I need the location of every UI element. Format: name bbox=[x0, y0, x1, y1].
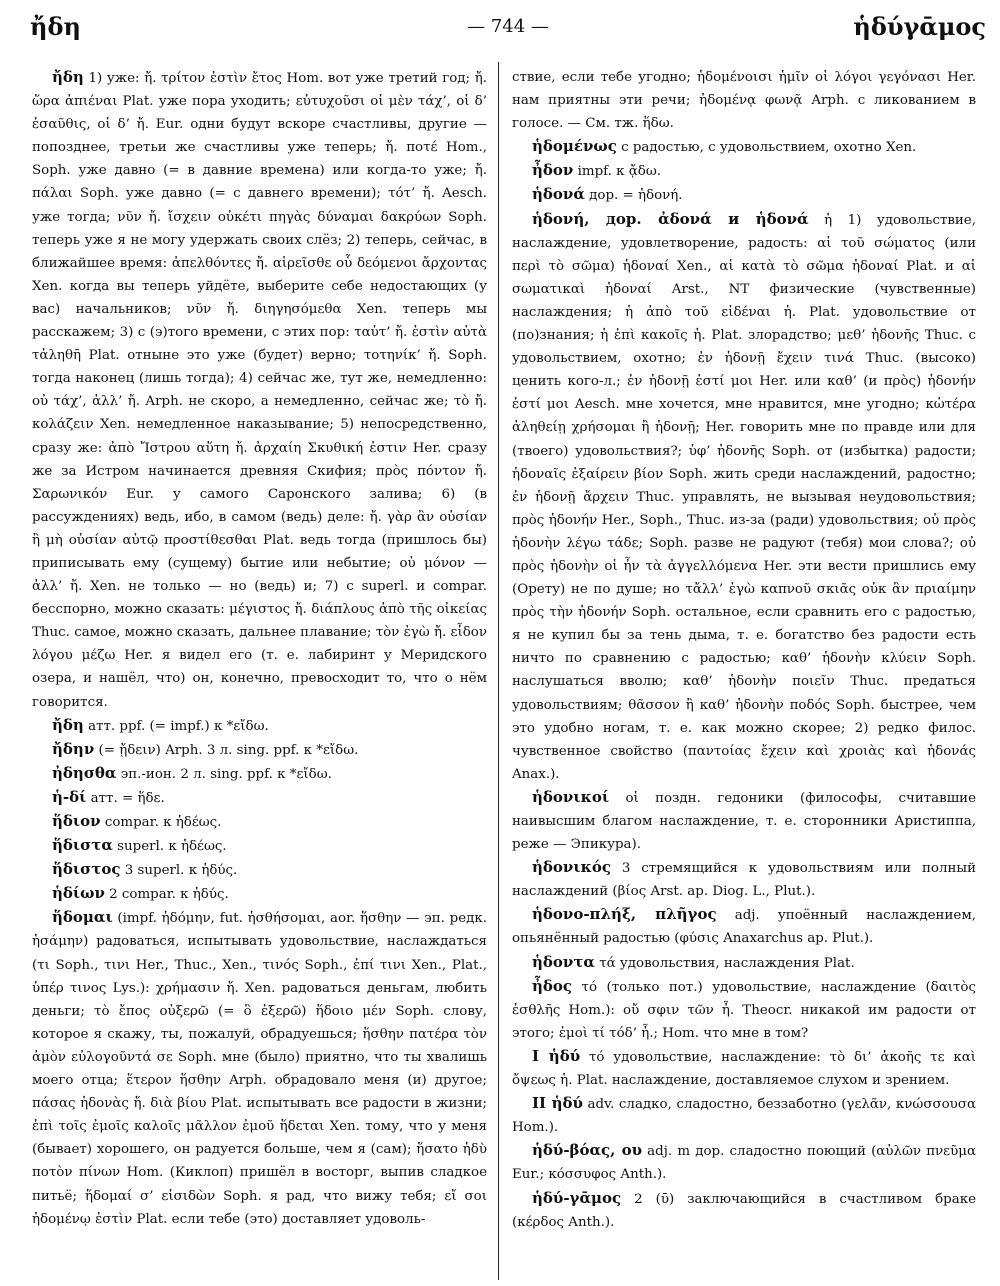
entry-definition: adj. m дор. сладостно поющий (αὐλῶν πνεῦμα Eur.; κόσσυφος Anth.). bbox=[512, 1144, 976, 1183]
entry-headword: ἡ-δί bbox=[52, 787, 87, 806]
left-running-headword: ἤδη bbox=[30, 12, 81, 41]
right-column bbox=[512, 66, 976, 1278]
entry-definition: атт. ppf. (= impf.) к *εἴδω. bbox=[83, 718, 269, 734]
dictionary-entry bbox=[512, 66, 976, 135]
entry-headword: ἠδησθα bbox=[52, 763, 117, 782]
entry-headword: ἥδιστα bbox=[52, 836, 113, 855]
entry-definition: 2 compar. к ἡδύς. bbox=[104, 887, 229, 903]
entry-definition: 1) уже: ἤ. τρίτον ἐστὶν ἔτος Hom. вот уже третий год; ἤ. ὥρα ἀπιέναι Plat. уже пора уходить; εὐτυχοῦσι οἱ μὲν τάχ’, οἱ δ’ ἐσαῦθις, οἱ δ’ ἤ. Eur. одни будут вскоре счастливы, другие — попозднее, третьи же счастливы уже теперь; ἤ. ποτέ Hom., Soph. уже давно (= в давние времена) или когда-то уже; ἤ. πάλαι Soph. уже давно (= с давнего времени); τότ’ ἤ. Aesch. уже тогда; νῦν ἤ. ἴσχειν οὐκέτι πηγὰς δύναμαι δακρύων Soph. теперь уже я не могу удержать своих слёз; 2) теперь, сейчас, в ближайшее время: ἀπελθόντες ἤ. αἱρεῖσθε οὗ δεόμενοι ἄρχοντας Xen. когда вы теперь уйдёте, выберите себе недостающих (у вас) начальников; νῦν ἤ. διηγησόμεθα Xen. теперь мы расскажем; 3) с (э)того времени, с этих пор: ταὐτ’ ἤ. ἐστὶν αὐτὰ τἀληθῆ Plat. отныне это уже (будет) верно; τοτηνίκ’ ἤ. Soph. тогда наконец (лишь тогда); 4) сейчас же, тут же, немедленно: οὐ τάχ’, ἀλλ’ ἤ. Arph. не скоро, а немедленно, сейчас же; τὸ ἤ. κολάζειν Xen. немедленное наказывание; 5) непосредственно, сразу же: ἀπὸ Ἴστρου αὕτη ἤ. ἀρχαίη Σκυθική ἐστιν Her. сразу же за Истром начинается древняя Скифия; πρὸς πόντον ἤ. Σαρωνικόν Eur. у самого Саронского залива; 6) (в рассуждениях) ведь, ибо, в самом (ведь) деле: ἤ. γὰρ ἂν οὐσίαν ἢ μὴ οὐσίαν αὐτῷ προστίθεσθαι Plat. ведь тогда (пришлось бы) приписывать ему (сущему) бытие или небытие; οὐ μόνον — ἀλλ’ ἤ. Xen. не только — но (ведь) и; 7) с superl. и compar. бесспорно, можно сказать: μέγιστος ἤ. διάπλους ἀπὸ τῆς οἰκείας Thuc. самое, можно сказать, дальнее плавание; τὸν ἐγὼ ἤ. εἶδον λόγου μέζω Her. я видел его (т. е. лабиринт у Меридского озера, и нашёл, что) он, конечно, превосходит то, что о нём говорится. bbox=[32, 71, 487, 710]
entry-definition: τά удовольствия, наслаждения Plat. bbox=[594, 955, 855, 971]
entry-definition: (impf. ἡδόμην, fut. ἡσθήσομαι, aor. ἥσθην — эп. редк. ἡσάμην) радоваться, испытывать удовольствие, наслаждаться (τι Soph., τινι Her., Thuc., Xen., τινός Soph., ἐπί τινι Xen., Plat., ὑπέρ τινος Lys.): χρήμασιν ἤ. Xen. радоваться деньгам, любить деньги; τὸ ἔπος οὐξερῶ (= ὃ ἐξερῶ) ἥδοιο μέν Soph. слову, которое я скажу, ты, пожалуй, обрадуешься; ἥσθην πατέρα τὸν ἀμὸν εὐλογοῦντά σε Soph. мне (было) приятно, что ты хвалишь моего отца; ἕτερον ἥσθην Arph. обрадовало меня (и) другое; πάσας ἡδονὰς ἤ. διὰ βίου Plat. испытывать все радости в жизни; ἐπὶ τοῖς ἐμοῖς καλοῖς μᾶλλον ἐμοῦ ἥδεται Xen. тому, что у меня (бывает) хорошего, он радуется больше, чем я (сам); ἥσατο ἡδὺ ποτὸν πίνων Hom. (Киклоп) пришёл в восторг, выпив сладкое питьё; ἥδομαί σ’ εἰσιδὼν Soph. я рад, что вижу тебя; εἴ σοι ἡδομένῳ ἐστὶν Plat. если тебе (это) доставляет удоволь- bbox=[32, 911, 487, 1227]
dictionary-entry bbox=[32, 66, 487, 714]
entry-headword: ἥδιστος bbox=[52, 860, 121, 879]
entry-definition: 3 superl. к ἡδύς. bbox=[120, 863, 238, 879]
entry-definition: атт. = ἥδε. bbox=[86, 790, 165, 806]
dictionary-entry bbox=[512, 135, 976, 159]
entry-headword: ἡδονο-πλήξ, πλῆγος bbox=[532, 905, 717, 924]
dictionary-entry bbox=[32, 858, 487, 882]
entry-headword: ἡδονικοί bbox=[532, 787, 610, 806]
column-divider bbox=[498, 62, 499, 1280]
entry-definition: (= ᾔδειν) Arph. 3 л. sing. ppf. к *εἴδω. bbox=[94, 742, 359, 758]
right-running-headword: ἡδύγᾱμος bbox=[853, 12, 986, 41]
entry-headword: ἤδην bbox=[52, 739, 95, 758]
entry-definition: ἡ 1) удовольствие, наслаждение, удовлетворение, радость: αἱ τοῦ σώματος (или περὶ τὸ σῶμα) ἡδοναί Xen., αἱ κατὰ τὸ σῶμα ἡδοναί Plat. и αἱ σωματικαὶ ἡδοναί Arst., NT физические (чувственные) наслаждения; ἡ ἀπὸ τοῦ εἰδέναι ἡ. Plat. удовольствие от (по)знания; ἡ ἐπὶ κακοῖς ἡ. Plat. злорадство; μεθ’ ἡδονῆς Thuc. с удовольствием, охотно; ἐν ἡδονῇ ἔχειν τινά Thuc. (высоко) ценить кого-л.; ἐν ἡδονῇ ἐστί μοι Her. или καθ’ (и πρὸς) ἡδονήν ἐστί μοι Aesch. мне хочется, мне нравится, мне угодно; κὠτέρα ἀληθείῃ χρήσομαι ἢ ἡδονῇ; Her. говорить мне по правде или для (твоего) удовольствия?; ὑφ’ ἡδονῆς Soph. от (избытка) радости; ἡδοναῖς ἐξαίρειν βίον Soph. жить среди наслаждений, радостно; ἐν ἡδονῇ ἄρχειν Thuc. управлять, не вызывая неудовольствия; πρὸς ἡδονήν Her., Soph., Thuc. из-за (ради) удовольствия; οὐ πρὸς ἡδονὴν λέγω τάδε; Soph. разве не радуют (тебя) мои слова?; οὐ πρὸς ἡδονὴν οἱ ἦν τὰ ἀγγελλόμενα Her. эти вести пришлись ему (Орету) не по душе; но τἄλλ’ ἐγὼ καπνοῦ σκιᾶς οὐκ ἂν πριαίμην πρὸς τὴν ἡδονήν Soph. остальное, если сравнить его с радостью, я не купил бы за тень дыма, т. е. богатство без радости есть ничто по сравнению с радостью; καθ’ ἡδονὴν κλύειν Soph. наслушаться вволю; καθ’ ἡδονὴν ποιεῖν Thuc. предаться удовольствиям; θᾶσσον ἢ καθ’ ἡδονὴν ποδός Soph. быстрее, чем это удобно ногам, т. е. как можно скорее; 2) редко филос. чувственное свойство (παντοίας ἔχειν καὶ χροιὰς καὶ ἡδονάς Anax.). bbox=[512, 212, 976, 782]
entry-headword: ἤδη bbox=[52, 68, 84, 86]
dictionary-entry bbox=[512, 951, 976, 975]
entry-headword: ἡδονά bbox=[532, 185, 585, 204]
dictionary-entry bbox=[512, 159, 976, 183]
dictionary-entry bbox=[512, 1045, 976, 1092]
entry-headword: ἡδονή, дор. ἀδονά и ἡδονά bbox=[532, 209, 809, 228]
entry-headword: ἦδος bbox=[532, 976, 573, 995]
entry-headword: ἦδον bbox=[532, 161, 574, 180]
entry-headword: ἡδομένως bbox=[532, 137, 617, 156]
dictionary-entry bbox=[32, 762, 487, 786]
entry-headword: ἡδίων bbox=[52, 884, 105, 903]
entry-definition: τό (только пот.) удовольствие, наслаждение (δαιτὸς ἐσθλῆς Hom.): οὔ σφιν τῶν ἦ. Theocr. никакой им радости от этого; ἐμοὶ τί τόδ’ ἦ.; Hom. что мне в том? bbox=[512, 979, 976, 1041]
entry-definition: 2 (ῡ) заключающийся в счастливом браке (κέρδος Anth.). bbox=[512, 1191, 976, 1230]
dictionary-entry bbox=[32, 738, 487, 762]
entry-definition: οἱ поздн. гедоники (философы, считавшие наивысшим благом наслаждение, т. е. сторонники Аристиппа, реже — Эпикура). bbox=[512, 790, 976, 853]
dictionary-entry bbox=[32, 810, 487, 834]
dictionary-entry bbox=[32, 834, 487, 858]
entry-headword: ἥδομαι bbox=[52, 908, 113, 927]
page-header bbox=[30, 12, 986, 46]
entry-definition: с радостью, с удовольствием, охотно Xen. bbox=[616, 140, 917, 156]
dictionary-entry bbox=[32, 906, 487, 1230]
entry-definition: 3 стремящийся к удовольствиям или полный наслаждений (βίος Arst. ap. Diog. L., Plut.). bbox=[512, 861, 976, 900]
dictionary-entry bbox=[512, 208, 976, 786]
dictionary-entry bbox=[512, 1092, 976, 1139]
dictionary-entry bbox=[512, 856, 976, 903]
dictionary-entry bbox=[512, 786, 976, 856]
entry-headword: ἥδιον bbox=[52, 812, 101, 830]
dictionary-entry bbox=[512, 183, 976, 207]
dictionary-entry bbox=[32, 714, 487, 738]
entry-definition: compar. к ἡδέως. bbox=[100, 815, 222, 830]
left-column bbox=[32, 66, 487, 1278]
page-number: — 744 — bbox=[467, 16, 549, 37]
entry-definition: ствие, если тебе угодно; ἡδομένοισι ἡμῖν οἱ λόγοι γεγόνασι Her. нам приятны эти речи; ἡδομένᾳ φωνᾷ Arph. с ликованием в голосе. — См. тж. ἥδω. bbox=[512, 70, 976, 132]
entry-definition: adj. упоённый наслаждением, опьянённый радостью (φύσις Anaxarchus ap. Plut.). bbox=[512, 908, 976, 947]
dictionary-entry bbox=[32, 882, 487, 906]
entry-headword: ἤδη bbox=[52, 715, 84, 734]
entry-headword: ἡδοντα bbox=[532, 952, 595, 971]
entry-headword: I ἡδύ bbox=[532, 1046, 581, 1065]
entry-definition: дор. = ἡδονή. bbox=[584, 188, 683, 204]
entry-definition: τό удовольствие, наслаждение: τὸ δι’ ἀκοῆς τε καὶ ὄψεως ἡ. Plat. наслаждение, доставляемое слухом и зрением. bbox=[512, 1049, 976, 1089]
dictionary-entry bbox=[32, 786, 487, 810]
entry-definition: impf. к ᾄδω. bbox=[573, 164, 662, 180]
entry-headword: ἡδονικός bbox=[532, 858, 611, 877]
dictionary-entry bbox=[512, 903, 976, 950]
dictionary-entry bbox=[512, 975, 976, 1045]
entry-definition: adv. сладко, сладостно, беззаботно (γελᾶν, κνώσσουσα Hom.). bbox=[512, 1097, 976, 1136]
entry-headword: ἡδύ-γᾱμος bbox=[532, 1188, 622, 1207]
dictionary-entry bbox=[512, 1187, 976, 1234]
entry-definition: эп.-ион. 2 л. sing. ppf. к *εἴδω. bbox=[116, 766, 332, 782]
dictionary-entry bbox=[512, 1139, 976, 1186]
entry-headword: ἡδύ-βόας, ου bbox=[532, 1141, 642, 1160]
entry-definition: superl. к ἡδέως. bbox=[112, 839, 227, 855]
entry-headword: II ἡδύ bbox=[532, 1094, 583, 1113]
